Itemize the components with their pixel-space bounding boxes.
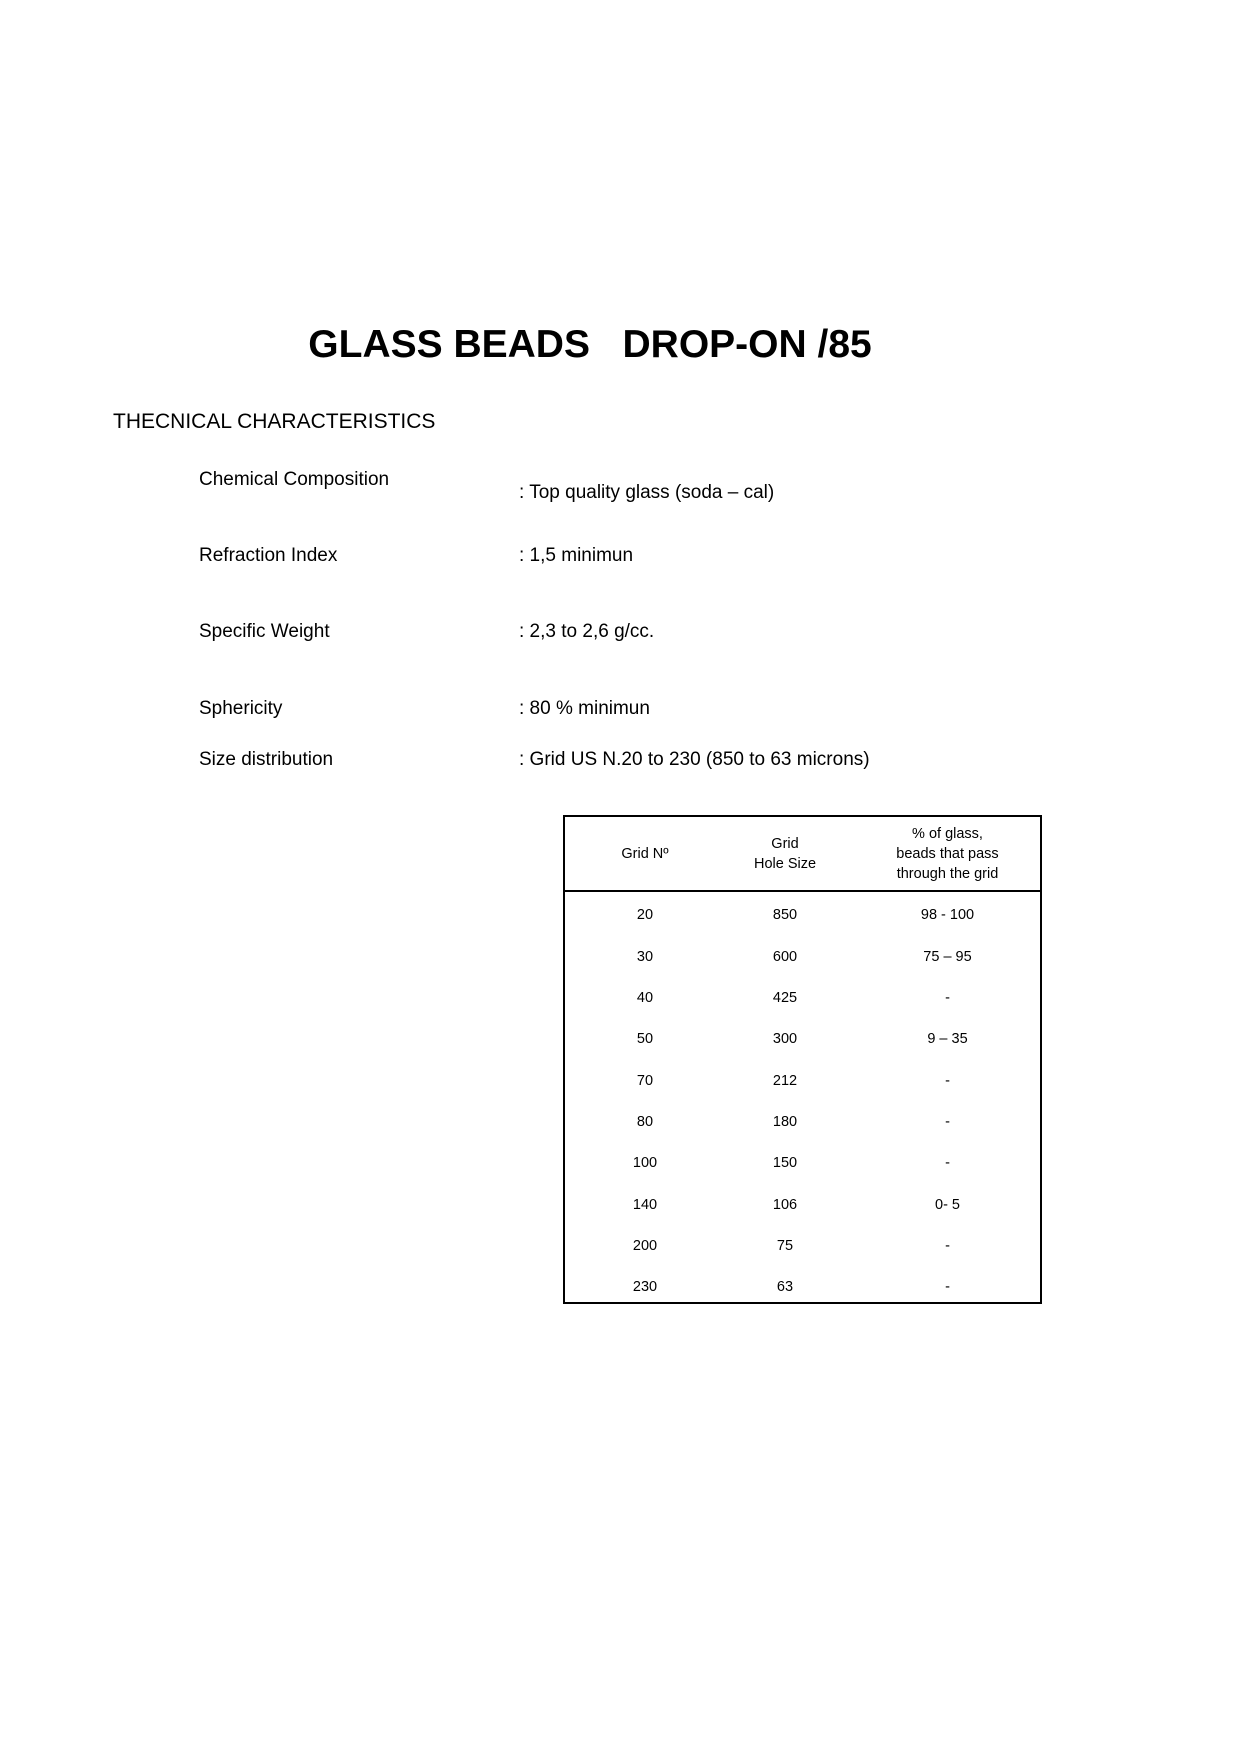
header-grid-no-label: Grid Nº <box>621 845 669 862</box>
table-row <box>565 1153 1040 1173</box>
table-row <box>565 1195 1040 1215</box>
cell-percent-pass: 98 - 100 <box>920 907 975 923</box>
cell-percent-pass: - <box>945 1114 950 1130</box>
header-percent-pass-line-1: % of glass, <box>912 825 983 842</box>
header-percent-pass <box>855 817 1040 890</box>
size-distribution-table <box>563 815 1042 1304</box>
cell-percent-pass: 9 – 35 <box>927 1031 968 1047</box>
cell-percent-pass: - <box>945 1238 950 1254</box>
header-grid-no <box>565 817 725 890</box>
table-row <box>565 1277 1040 1297</box>
spec-label-size-distribution: Size distribution <box>199 749 334 770</box>
cell-hole-size: 75 <box>776 1238 794 1254</box>
spec-label-sphericity: Sphericity <box>199 698 283 719</box>
cell-percent-pass: - <box>945 1155 950 1171</box>
cell-hole-size: 106 <box>772 1197 798 1213</box>
cell-grid-no: 40 <box>636 990 654 1006</box>
cell-grid-no: 200 <box>632 1238 658 1254</box>
header-hole-size-line-2: Hole Size <box>753 855 817 872</box>
header-percent-pass-line-2: beads that pass <box>896 845 999 862</box>
cell-hole-size: 63 <box>776 1279 794 1295</box>
cell-percent-pass: 75 – 95 <box>923 949 972 965</box>
spec-value-chemical-composition: : Top quality glass (soda – cal) <box>519 482 775 503</box>
header-hole-size-line-1: Grid <box>771 835 799 852</box>
table-row <box>565 1112 1040 1132</box>
table-row <box>565 1029 1040 1049</box>
header-hole-size <box>705 817 865 890</box>
cell-grid-no: 20 <box>636 907 654 923</box>
spec-label-specific-weight: Specific Weight <box>199 621 330 642</box>
table-row <box>565 1071 1040 1091</box>
spec-value-specific-weight: : 2,3 to 2,6 g/cc. <box>519 621 655 642</box>
cell-grid-no: 230 <box>632 1279 658 1295</box>
document-title: GLASS BEADS DROP-ON /85 <box>308 323 872 366</box>
table-header <box>565 817 1040 892</box>
table-row <box>565 905 1040 925</box>
section-heading: THECNICAL CHARACTERISTICS <box>113 410 436 433</box>
table-row <box>565 1236 1040 1256</box>
cell-percent-pass: - <box>945 1279 950 1295</box>
header-percent-pass-line-3: through the grid <box>896 865 999 882</box>
table-row <box>565 947 1040 967</box>
cell-hole-size: 150 <box>772 1155 798 1171</box>
spec-value-refraction-index: : 1,5 minimun <box>519 545 634 566</box>
spec-label-chemical-composition: Chemical Composition <box>199 469 390 490</box>
cell-grid-no: 50 <box>636 1031 654 1047</box>
cell-grid-no: 140 <box>632 1197 658 1213</box>
cell-hole-size: 212 <box>772 1073 798 1089</box>
cell-grid-no: 80 <box>636 1114 654 1130</box>
cell-hole-size: 180 <box>772 1114 798 1130</box>
cell-percent-pass: 0- 5 <box>935 1197 960 1213</box>
cell-grid-no: 30 <box>636 949 654 965</box>
cell-hole-size: 850 <box>772 907 798 923</box>
spec-label-refraction-index: Refraction Index <box>199 545 338 566</box>
cell-percent-pass: - <box>945 990 950 1006</box>
spec-value-size-distribution: : Grid US N.20 to 230 (850 to 63 microns) <box>519 749 870 770</box>
spec-value-sphericity: : 80 % minimun <box>519 698 650 719</box>
table-row <box>565 988 1040 1008</box>
cell-hole-size: 300 <box>772 1031 798 1047</box>
cell-hole-size: 600 <box>772 949 798 965</box>
cell-grid-no: 100 <box>632 1155 658 1171</box>
cell-grid-no: 70 <box>636 1073 654 1089</box>
cell-hole-size: 425 <box>772 990 798 1006</box>
cell-percent-pass: - <box>945 1073 950 1089</box>
